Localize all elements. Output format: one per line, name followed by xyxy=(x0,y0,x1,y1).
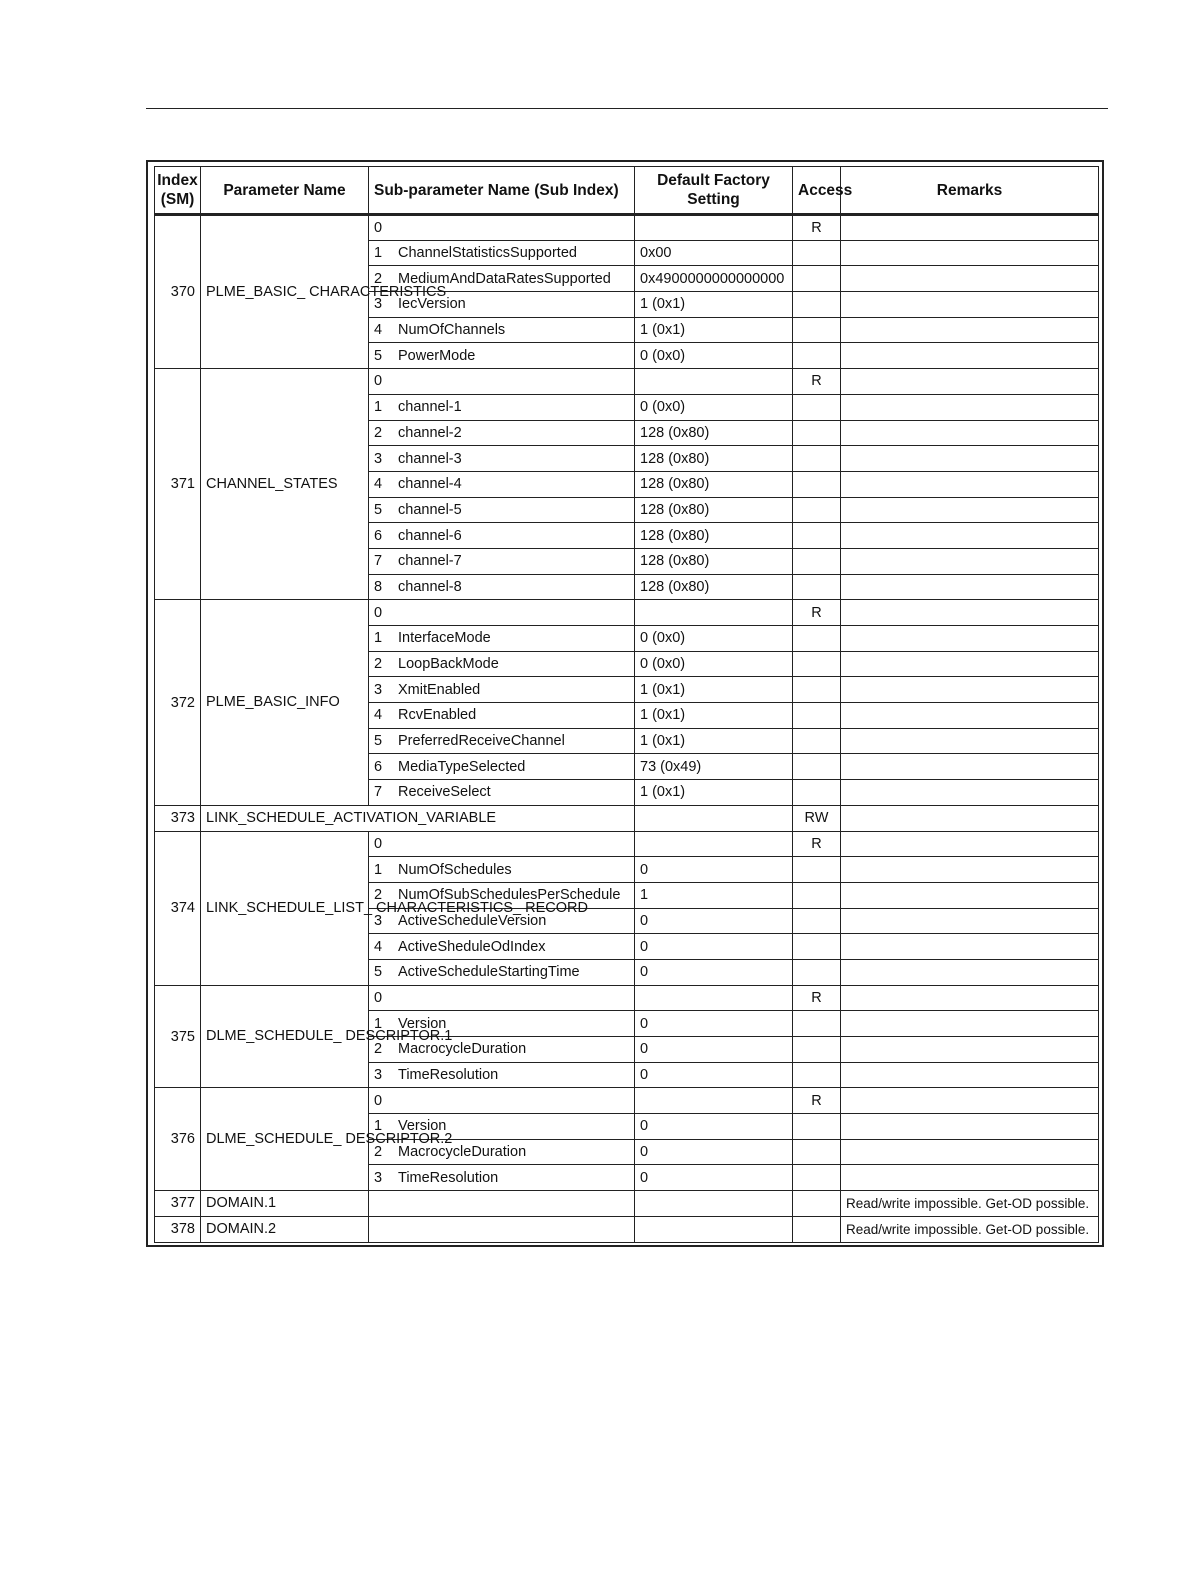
row-default: 1 (0x1) xyxy=(635,677,793,703)
sub-index: 2 xyxy=(374,1144,383,1161)
sub-name: NumOfSchedules xyxy=(398,861,512,878)
table-row xyxy=(155,1088,1099,1114)
row-access xyxy=(793,548,841,574)
row-default: 0 xyxy=(635,857,793,883)
row-access: R xyxy=(793,985,841,1011)
sub-index: 3 xyxy=(374,1169,383,1186)
row-sub-parameter xyxy=(369,446,635,472)
row-sub-parameter xyxy=(369,471,635,497)
sub-index: 6 xyxy=(374,527,383,544)
row-sub-parameter xyxy=(369,754,635,780)
row-sub-parameter xyxy=(369,394,635,420)
row-default xyxy=(635,1191,793,1217)
row-remarks xyxy=(841,292,1099,318)
row-access xyxy=(793,934,841,960)
row-access xyxy=(793,857,841,883)
row-access xyxy=(793,420,841,446)
row-index: 374 xyxy=(155,831,201,985)
row-access xyxy=(793,959,841,985)
row-access xyxy=(793,1037,841,1063)
header-index: Index (SM) xyxy=(155,167,201,215)
row-remarks xyxy=(841,626,1099,652)
table-body-b xyxy=(155,831,1099,1191)
row-remarks xyxy=(841,1114,1099,1140)
sub-name: channel-6 xyxy=(398,527,462,544)
row-access: R xyxy=(793,215,841,241)
row-access xyxy=(793,497,841,523)
row-parameter-name: DLME_SCHEDULE_ DESCRIPTOR.1 xyxy=(201,985,369,1088)
row-access xyxy=(793,471,841,497)
sub-index: 1 xyxy=(374,399,383,416)
sub-index: 1 xyxy=(374,861,383,878)
row-default xyxy=(635,805,793,831)
row-access xyxy=(793,1114,841,1140)
sub-index: 3 xyxy=(374,450,383,467)
row-remarks xyxy=(841,780,1099,806)
row-access xyxy=(793,754,841,780)
header-rule xyxy=(146,108,1108,109)
row-remarks xyxy=(841,446,1099,472)
row-access: RW xyxy=(793,805,841,831)
row-remarks xyxy=(841,959,1099,985)
row-remarks xyxy=(841,908,1099,934)
sub-name: channel-5 xyxy=(398,501,462,518)
row-sub-parameter xyxy=(369,626,635,652)
sub-name: channel-2 xyxy=(398,424,462,441)
row-remarks xyxy=(841,703,1099,729)
row-sub-parameter xyxy=(369,728,635,754)
sub-name: PreferredReceiveChannel xyxy=(398,733,565,750)
header-parameter-name: Parameter Name xyxy=(201,167,369,215)
sub-name: channel-7 xyxy=(398,553,462,570)
sub-index: 3 xyxy=(374,912,383,929)
row-index: 371 xyxy=(155,369,201,600)
header-default-setting: Default Factory Setting xyxy=(635,167,793,215)
row-default: 128 (0x80) xyxy=(635,548,793,574)
row-remarks xyxy=(841,651,1099,677)
table-row xyxy=(155,1191,1099,1217)
sub-index: 2 xyxy=(374,656,383,673)
row-index: 375 xyxy=(155,985,201,1088)
row-default: 0x4900000000000000 xyxy=(635,266,793,292)
row-access xyxy=(793,266,841,292)
row-default: 128 (0x80) xyxy=(635,497,793,523)
row-default xyxy=(635,1216,793,1242)
row-index: 372 xyxy=(155,600,201,806)
sub-index: 2 xyxy=(374,270,383,287)
row-sub-parameter xyxy=(369,369,635,395)
row-access xyxy=(793,1216,841,1242)
row-default: 0 (0x0) xyxy=(635,394,793,420)
row-remarks xyxy=(841,857,1099,883)
sub-index: 5 xyxy=(374,347,383,364)
sub-name: channel-4 xyxy=(398,476,462,493)
sub-index: 0 xyxy=(374,989,383,1006)
row-access xyxy=(793,523,841,549)
sub-name: NumOfSubSchedulesPerSchedule xyxy=(398,887,621,904)
sub-name: IecVersion xyxy=(398,296,466,313)
row-access xyxy=(793,651,841,677)
row-remarks xyxy=(841,934,1099,960)
row-sub-parameter xyxy=(369,1191,635,1217)
row-access xyxy=(793,1191,841,1217)
row-default: 1 (0x1) xyxy=(635,292,793,318)
row-sub-parameter xyxy=(369,523,635,549)
row-remarks xyxy=(841,1011,1099,1037)
row-sub-parameter xyxy=(369,703,635,729)
sub-index: 0 xyxy=(374,1092,383,1109)
row-remarks xyxy=(841,1088,1099,1114)
row-remarks xyxy=(841,574,1099,600)
row-sub-parameter xyxy=(369,574,635,600)
table-row xyxy=(155,600,1099,626)
sub-name: MediaTypeSelected xyxy=(398,758,526,775)
row-parameter-name: LINK_SCHEDULE_LIST_ CHARACTERISTICS_ RECORD xyxy=(201,831,369,985)
row-default: 128 (0x80) xyxy=(635,574,793,600)
row-access xyxy=(793,728,841,754)
row-sub-parameter xyxy=(369,1088,635,1114)
sub-index: 5 xyxy=(374,733,383,750)
sub-name: Version xyxy=(398,1015,447,1032)
table-body-domains xyxy=(155,1191,1099,1242)
row-default: 1 (0x1) xyxy=(635,780,793,806)
sub-index: 8 xyxy=(374,578,383,595)
row-remarks xyxy=(841,420,1099,446)
row-index: 370 xyxy=(155,215,201,369)
row-access xyxy=(793,1062,841,1088)
sub-name: MediumAndDataRatesSupported xyxy=(398,270,611,287)
row-default: 0 xyxy=(635,1037,793,1063)
row-default: 0 xyxy=(635,1165,793,1191)
sub-name: channel-8 xyxy=(398,578,462,595)
row-default: 0 (0x0) xyxy=(635,651,793,677)
row-default: 0 xyxy=(635,1062,793,1088)
sub-name: Version xyxy=(398,1118,447,1135)
sub-index: 1 xyxy=(374,1015,383,1032)
row-default: 0x00 xyxy=(635,240,793,266)
sub-index: 4 xyxy=(374,476,383,493)
row-default xyxy=(635,369,793,395)
row-remarks: Read/write impossible. Get-OD possible. xyxy=(841,1216,1099,1242)
sub-index: 1 xyxy=(374,245,383,262)
row-sub-parameter xyxy=(369,240,635,266)
row-index: 378 xyxy=(155,1216,201,1242)
header-access: Access xyxy=(793,167,841,215)
sub-index: 3 xyxy=(374,296,383,313)
row-remarks xyxy=(841,1139,1099,1165)
sub-index: 2 xyxy=(374,887,383,904)
sub-index: 1 xyxy=(374,630,383,647)
sub-name: PowerMode xyxy=(398,347,476,364)
row-remarks xyxy=(841,369,1099,395)
sub-index: 0 xyxy=(374,835,383,852)
sub-name: MacrocycleDuration xyxy=(398,1041,527,1058)
row-default xyxy=(635,831,793,857)
row-remarks xyxy=(841,985,1099,1011)
row-access: R xyxy=(793,369,841,395)
row-default xyxy=(635,985,793,1011)
table-body-373 xyxy=(155,805,1099,831)
row-access xyxy=(793,292,841,318)
row-access xyxy=(793,240,841,266)
row-access: R xyxy=(793,1088,841,1114)
table-row xyxy=(155,985,1099,1011)
row-access xyxy=(793,677,841,703)
sub-index: 7 xyxy=(374,553,383,570)
row-default xyxy=(635,1088,793,1114)
row-sub-parameter xyxy=(369,651,635,677)
sub-index: 3 xyxy=(374,681,383,698)
header-sub-parameter: Sub-parameter Name (Sub Index) xyxy=(369,167,635,215)
row-access xyxy=(793,343,841,369)
row-default: 0 xyxy=(635,1011,793,1037)
row-default: 128 (0x80) xyxy=(635,523,793,549)
row-parameter-name: DOMAIN.1 xyxy=(201,1191,369,1217)
row-default: 1 (0x1) xyxy=(635,317,793,343)
row-access xyxy=(793,882,841,908)
row-access xyxy=(793,317,841,343)
row-sub-parameter xyxy=(369,420,635,446)
row-sub-parameter xyxy=(369,317,635,343)
row-default: 73 (0x49) xyxy=(635,754,793,780)
row-parameter-name: DOMAIN.2 xyxy=(201,1216,369,1242)
row-access xyxy=(793,394,841,420)
row-access xyxy=(793,703,841,729)
sub-name: ActiveSheduleOdIndex xyxy=(398,938,546,955)
row-index: 373 xyxy=(155,805,201,831)
sub-index: 4 xyxy=(374,322,383,339)
sub-index: 0 xyxy=(374,219,383,236)
sub-index: 4 xyxy=(374,707,383,724)
row-remarks xyxy=(841,882,1099,908)
table-row xyxy=(155,369,1099,395)
row-default: 0 xyxy=(635,1139,793,1165)
row-remarks xyxy=(841,215,1099,241)
sub-index: 0 xyxy=(374,604,383,621)
sub-index: 2 xyxy=(374,424,383,441)
sub-name: NumOfChannels xyxy=(398,322,506,339)
row-remarks xyxy=(841,497,1099,523)
sub-name: channel-3 xyxy=(398,450,462,467)
sub-name: ActiveScheduleStartingTime xyxy=(398,964,580,981)
sub-name: ChannelStatisticsSupported xyxy=(398,245,577,262)
sub-index: 6 xyxy=(374,758,383,775)
row-remarks: Read/write impossible. Get-OD possible. xyxy=(841,1191,1099,1217)
sub-index: 3 xyxy=(374,1067,383,1084)
row-sub-parameter xyxy=(369,1165,635,1191)
row-remarks xyxy=(841,523,1099,549)
row-sub-parameter xyxy=(369,857,635,883)
sub-index: 4 xyxy=(374,938,383,955)
row-index: 376 xyxy=(155,1088,201,1191)
row-remarks xyxy=(841,728,1099,754)
row-sub-parameter xyxy=(369,548,635,574)
table-row xyxy=(155,805,1099,831)
row-default: 0 xyxy=(635,1114,793,1140)
row-default: 128 (0x80) xyxy=(635,420,793,446)
row-default: 128 (0x80) xyxy=(635,446,793,472)
sub-name: ReceiveSelect xyxy=(398,784,491,801)
row-access xyxy=(793,446,841,472)
header-row xyxy=(155,167,1099,215)
row-sub-parameter xyxy=(369,959,635,985)
row-access: R xyxy=(793,600,841,626)
sub-name: RcvEnabled xyxy=(398,707,477,724)
row-default: 0 (0x0) xyxy=(635,626,793,652)
row-remarks xyxy=(841,677,1099,703)
row-sub-parameter xyxy=(369,1062,635,1088)
row-remarks xyxy=(841,1037,1099,1063)
row-remarks xyxy=(841,343,1099,369)
row-remarks xyxy=(841,240,1099,266)
row-access xyxy=(793,1011,841,1037)
sub-name: channel-1 xyxy=(398,399,462,416)
row-default: 1 (0x1) xyxy=(635,728,793,754)
row-parameter-name: PLME_BASIC_INFO xyxy=(201,600,369,806)
row-access xyxy=(793,908,841,934)
row-remarks xyxy=(841,805,1099,831)
row-sub-parameter xyxy=(369,677,635,703)
row-sub-parameter xyxy=(369,343,635,369)
row-default: 0 xyxy=(635,934,793,960)
row-parameter-name: DLME_SCHEDULE_ DESCRIPTOR.2 xyxy=(201,1088,369,1191)
row-default: 0 xyxy=(635,959,793,985)
row-sub-parameter xyxy=(369,497,635,523)
row-sub-parameter xyxy=(369,985,635,1011)
row-access xyxy=(793,1139,841,1165)
parameter-table xyxy=(154,166,1099,1243)
row-sub-parameter xyxy=(369,215,635,241)
row-remarks xyxy=(841,831,1099,857)
row-access xyxy=(793,574,841,600)
row-remarks xyxy=(841,266,1099,292)
table-row xyxy=(155,1216,1099,1242)
sub-index: 0 xyxy=(374,373,383,390)
row-parameter-name: LINK_SCHEDULE_ACTIVATION_VARIABLE xyxy=(201,805,635,831)
row-default: 1 (0x1) xyxy=(635,703,793,729)
row-sub-parameter xyxy=(369,831,635,857)
row-sub-parameter xyxy=(369,934,635,960)
row-default xyxy=(635,215,793,241)
row-remarks xyxy=(841,317,1099,343)
row-default xyxy=(635,600,793,626)
sub-index: 7 xyxy=(374,784,383,801)
sub-index: 5 xyxy=(374,964,383,981)
row-parameter-name: CHANNEL_STATES xyxy=(201,369,369,600)
sub-name: TimeResolution xyxy=(398,1067,499,1084)
row-sub-parameter xyxy=(369,600,635,626)
row-remarks xyxy=(841,754,1099,780)
row-remarks xyxy=(841,600,1099,626)
row-remarks xyxy=(841,394,1099,420)
row-access xyxy=(793,780,841,806)
sub-name: ActiveScheduleVersion xyxy=(398,912,547,929)
row-default: 1 xyxy=(635,882,793,908)
row-parameter-name: PLME_BASIC_ CHARACTERISTICS xyxy=(201,215,369,369)
sub-index: 2 xyxy=(374,1041,383,1058)
row-access xyxy=(793,626,841,652)
header-remarks: Remarks xyxy=(841,167,1099,215)
row-default: 0 xyxy=(635,908,793,934)
row-remarks xyxy=(841,1165,1099,1191)
row-remarks xyxy=(841,471,1099,497)
sub-index: 5 xyxy=(374,501,383,518)
row-sub-parameter xyxy=(369,1216,635,1242)
sub-name: InterfaceMode xyxy=(398,630,491,647)
row-remarks xyxy=(841,548,1099,574)
sub-name: MacrocycleDuration xyxy=(398,1144,527,1161)
row-remarks xyxy=(841,1062,1099,1088)
row-access xyxy=(793,1165,841,1191)
table-body-a xyxy=(155,215,1099,806)
table-row xyxy=(155,831,1099,857)
row-sub-parameter xyxy=(369,780,635,806)
row-default: 0 (0x0) xyxy=(635,343,793,369)
row-default: 128 (0x80) xyxy=(635,471,793,497)
sub-name: LoopBackMode xyxy=(398,656,499,673)
row-index: 377 xyxy=(155,1191,201,1217)
sub-name: TimeResolution xyxy=(398,1169,499,1186)
row-access: R xyxy=(793,831,841,857)
table-row xyxy=(155,215,1099,241)
sub-name: XmitEnabled xyxy=(398,681,481,698)
sub-index: 1 xyxy=(374,1118,383,1135)
